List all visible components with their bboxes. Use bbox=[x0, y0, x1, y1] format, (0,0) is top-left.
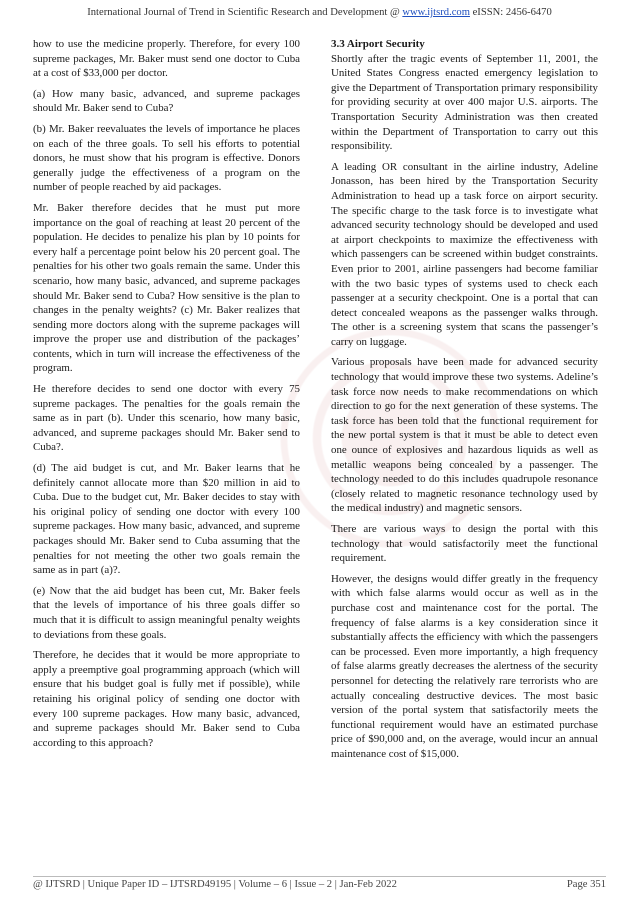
paragraph: Mr. Baker therefore decides that he must put more importance on the goal of reaching at least 20 percent of the population. He decides to penalize his plan by 10 points for every half a percentage point below his 20 percent goal. The penalties for his other two goals remain the same. Under this scenario, how many basic, advanced, and supreme packages should Mr. Baker send to Cuba? How sensitive is the plan to changes in the penalty weights? (c) Mr. Baker realizes that sending more doctors along with the supreme packages will improve the proper use and distribution of the packages’ contents, which in turn will increase the effectiveness of the program. bbox=[33, 201, 300, 375]
paragraph: There are various ways to design the portal with this technology that would satisfactorily meet the functional requirement. bbox=[331, 523, 598, 565]
paragraph: Therefore, he decides that it would be more appropriate to apply a preemptive goal programming approach (which will ensure that his budget goal is fully met if possible), while retaining his original policy of sending one doctor with every 100 supreme packages. How many basic, advanced, and supreme packages should Mr. Baker send to Cuba according to this approach? bbox=[33, 649, 300, 749]
footer-citation: @ IJTSRD | Unique Paper ID – IJTSRD49195 | Volume – 6 | Issue – 2 | Jan-Feb 2022 bbox=[33, 879, 397, 890]
journal-header bbox=[0, 7, 639, 18]
paragraph: However, the designs would differ greatly in the frequency with which false alarms would occur as well as in the purchase cost and maintenance cost for the portal. The frequency of false alarms is a key consideration since it substantially affects the efficiency with which the passengers can be processed. Even more importantly, a high frequency of false alarms greatly decreases the alertness of the security personnel for detecting the relatively rare terrorists who are actually concealing destructive devices. The most basic version of the portal system that satisfactorily meets the functional requirement would have an estimated purchase price of $90,000 and, on the average, would incur an annual maintenance cost of $15,000. bbox=[331, 572, 598, 760]
section-heading: 3.3 Airport Security bbox=[331, 38, 425, 50]
paragraph: (e) Now that the aid budget has been cut, Mr. Baker feels that the levels of importance of his three goals differ so much that it is difficult to assign meaningful penalty weights to deviations from these goals. bbox=[33, 584, 300, 641]
paragraph: Various proposals have been made for advanced security technology that would improve these two systems. Adeline’s task force now needs to make recommendations on which direction to go for the next generation of these systems. The task force has been told that the functional requirement for the new portal system is that it must be able to detect even one ounce of explosives and hazardous liquids as well as metallic weapons being concealed by a passenger. The technology needed to do this includes quadrupole resonance (closely related to magnetic resonance technology used by the medical industry) and magnetic sensors. bbox=[331, 356, 598, 515]
paragraph: He therefore decides to send one doctor with every 75 supreme packages. The penalties for the goals remain the same as in part (b). Under this scenario, how many basic, advanced, and supreme packages should Mr. Baker send to Cuba?. bbox=[33, 383, 300, 454]
journal-website-link[interactable]: www.ijtsrd.com bbox=[402, 7, 470, 18]
paragraph: (b) Mr. Baker reevaluates the levels of importance he places on each of the three goals. To sell his efforts to potential donors, he must show that his program is effective. Donors generally judge the effectiveness of a program on the number of people reached by aid packages. bbox=[33, 122, 300, 194]
paragraph: (a) How many basic, advanced, and supreme packages should Mr. Baker send to Cuba? bbox=[33, 87, 300, 115]
right-column bbox=[331, 37, 598, 768]
paragraph: (d) The aid budget is cut, and Mr. Baker learns that he definitely cannot allocate more than $20 million in aid to Cuba. Due to the budget cut, Mr. Baker decides to stay with his original policy of sending one doctor with every 100 supreme packages. How many basic, advanced, and supreme packages should Mr. Baker send to Cuba assuming that the penalties for not meeting the other two goals remain the same as in part (a)?. bbox=[33, 462, 300, 577]
left-column bbox=[33, 37, 300, 756]
paragraph: A leading OR consultant in the airline industry, Adeline Jonasson, has been hired by the Transportation Security Administration to head up a task force on airport security. The specific charge to the task force is to investigate what advanced security technology should be developed and used at airport checkpoints to maximize the effectiveness with which passengers can be screened within budget constraints. Even prior to 2001, airline passengers had become familiar with the two basic types of systems used to check each passenger at a security checkpoint. One is a portal that can detect concealed weapons as the passenger walks through. The other is a screening system that scans the passenger’s carry on luggage. bbox=[331, 160, 598, 348]
header-title: International Journal of Trend in Scientific Research and Development @ bbox=[87, 7, 403, 18]
footer-divider bbox=[33, 876, 606, 877]
paragraph: how to use the medicine properly. Therefore, for every 100 supreme packages, Mr. Baker must send one doctor to Cuba at a cost of $33,000 per doctor. bbox=[33, 38, 300, 80]
paragraph: Shortly after the tragic events of September 11, 2001, the United States Congress enacted emergency legislation to give the Department of Transportation primary responsibility for providing security at over 400 major U.S. airports. The Transportation Security Administration was then created within the Department of Transportation to carry out this responsibility. bbox=[331, 52, 598, 153]
page-number: Page 351 bbox=[566, 879, 606, 890]
header-issn: eISSN: 2456-6470 bbox=[469, 7, 552, 18]
